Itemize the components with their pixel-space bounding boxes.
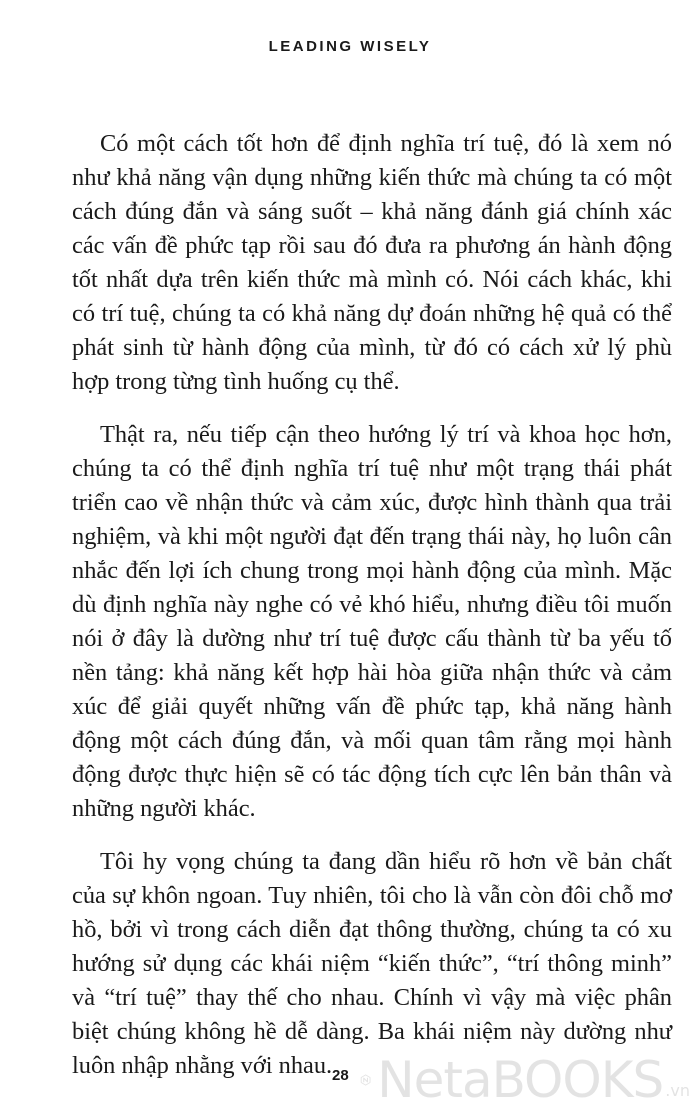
watermark <box>360 1044 690 1116</box>
page-number: 28 <box>332 1067 349 1084</box>
paragraph-1: Có một cách tốt hơn để định nghĩa trí tuệ, đó là xem nó như khả năng vận dụng những kiến thức mà chúng ta có một cách đúng đắn và sáng suốt – khả năng đánh giá chính xác các vấn đề phức tạp rồi sau đó đưa ra phương án hành động tốt nhất dựa trên kiến thức mà mình có. Nói cách khác, khi có trí tuệ, chúng ta có khả năng dự đoán những hệ quả có thể phát sinh từ hành động của mình, từ đó có cách xử lý phù hợp trong từng tình huống cụ thể. <box>72 130 672 395</box>
watermark-brand: NetaBOOKS <box>377 1051 664 1109</box>
paragraph-2: Thật ra, nếu tiếp cận theo hướng lý trí và khoa học hơn, chúng ta có thể định nghĩa trí tuệ như một trạng thái phát triển cao về nhận thức và cảm xúc, được hình thành qua trải nghiệm, và khi một người đạt đến trạng thái này, họ luôn cân nhắc đến lợi ích chung trong mọi hành động của mình. Mặc dù định nghĩa này nghe có vẻ khó hiểu, nhưng điều tôi muốn nói ở đây là dường như trí tuệ được cấu thành từ ba yếu tố nền tảng: khả năng kết hợp hài hòa giữa nhận thức và cảm xúc để giải quyết những vấn đề phức tạp, khả năng hành động một cách đúng đắn, và mối quan tâm rằng mọi hành động được thực hiện sẽ có tác động tích cực lên bản thân và những người khác. <box>72 421 672 822</box>
page-body <box>72 127 672 1102</box>
running-title: LEADING WISELY <box>268 38 432 55</box>
paragraph-3: Tôi hy vọng chúng ta đang dần hiểu rõ hơn về bản chất của sự khôn ngoan. Tuy nhiên, tôi cho là vẫn còn đôi chỗ mơ hồ, bởi vì trong cách diễn đạt thông thường, chúng ta có xu hướng sử dụng các khái niệm “kiến thức”, “trí thông minh” và “trí tuệ” thay thế cho nhau. Chính vì vậy mà việc phân biệt chúng không hề dễ dàng. Ba khái niệm này dường như luôn nhập nhằng với nhau. <box>72 848 672 1079</box>
watermark-suffix: .vn <box>665 1081 690 1100</box>
netabooks-logo-icon <box>360 1047 371 1113</box>
